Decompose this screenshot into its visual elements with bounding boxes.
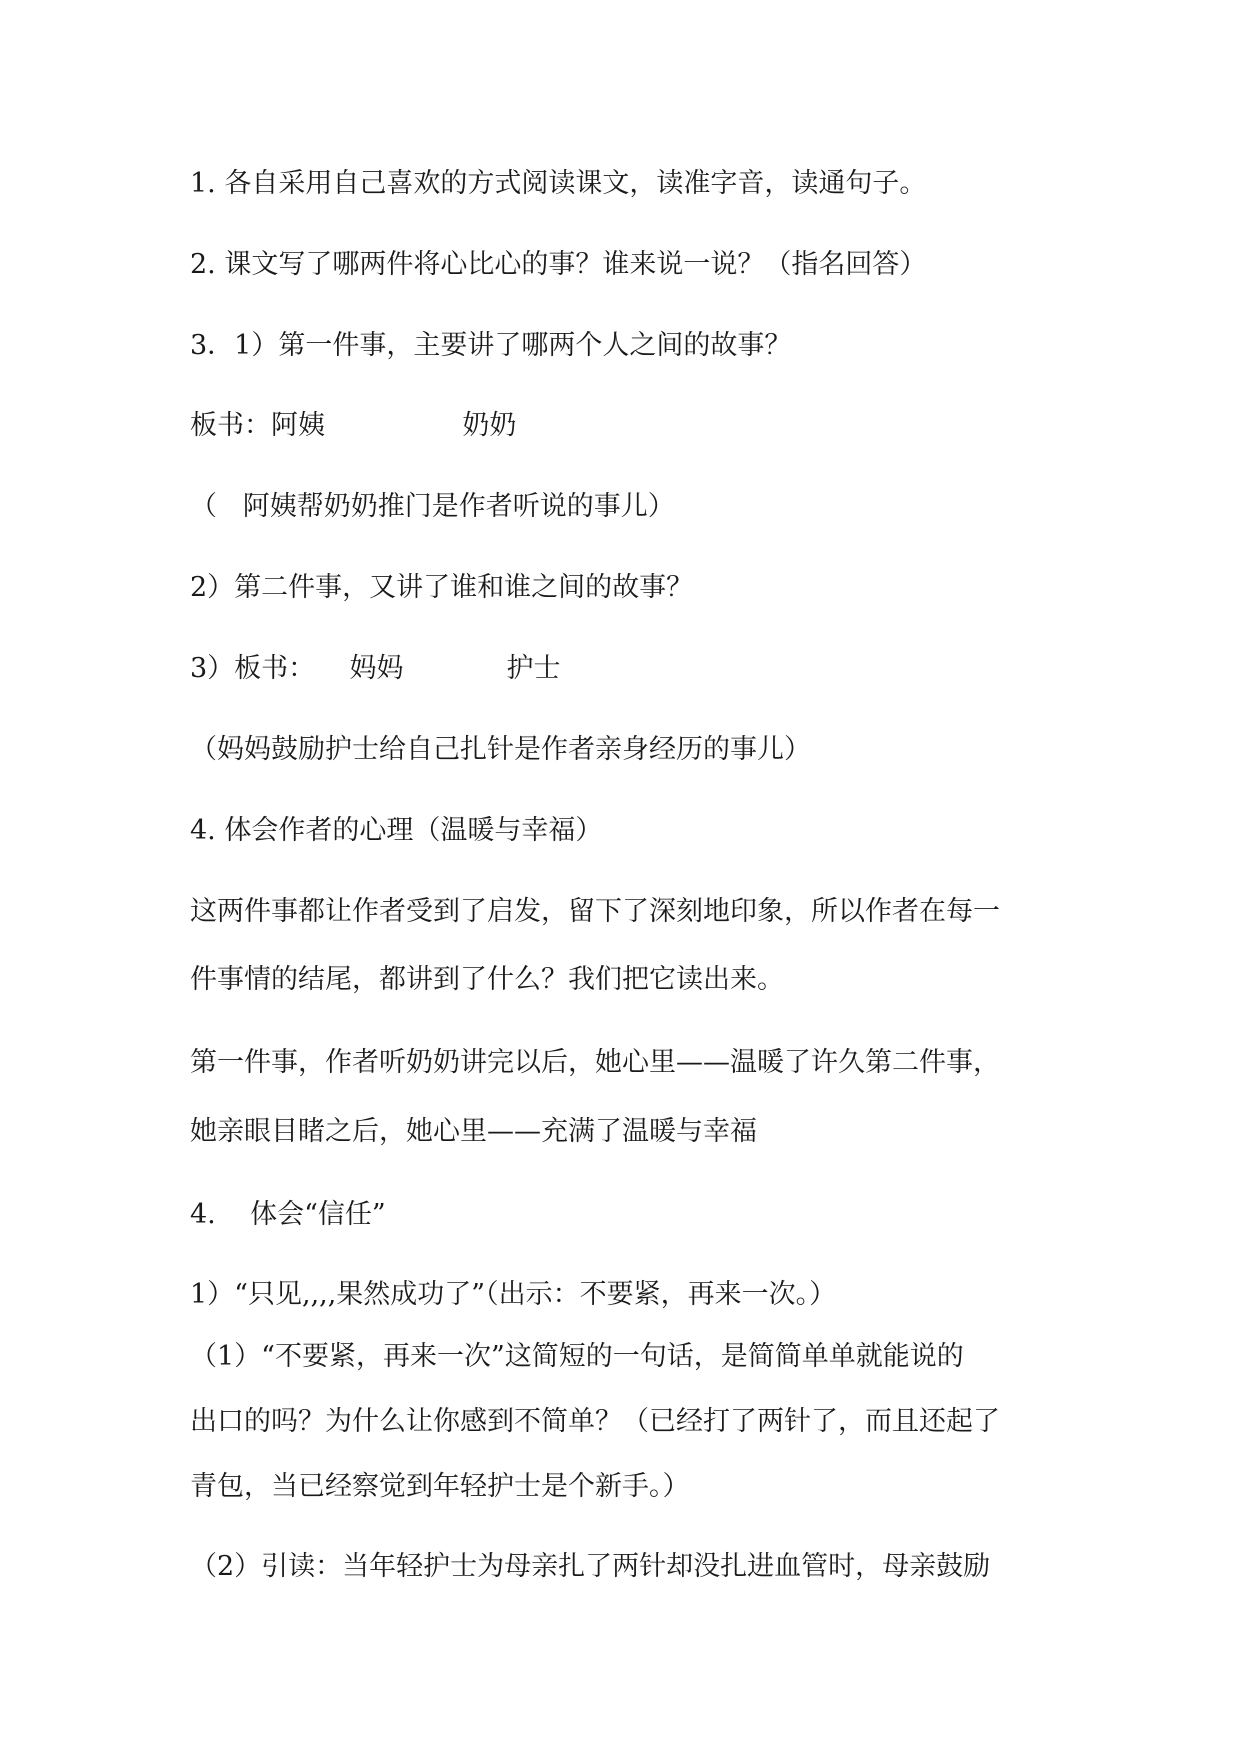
text-line-19: （2）引读：当年轻护士为母亲扎了两针却没扎进血管时，母亲鼓励 xyxy=(190,1551,991,1582)
text-line-3: 3．1）第一件事，主要讲了哪两个人之间的故事？ xyxy=(190,330,792,361)
text-line-5: （ 阿姨帮奶奶推门是作者听说的事儿） xyxy=(190,491,675,522)
text-line-6: 2）第二件事，又讲了谁和谁之间的故事？ xyxy=(190,572,694,603)
text-line-11: 件事情的结尾，都讲到了什么？我们把它读出来。 xyxy=(190,964,784,995)
text-line-8: （妈妈鼓励护士给自己扎针是作者亲身经历的事儿） xyxy=(190,734,811,765)
text-line-1: 1. 各自采用自己喜欢的方式阅读课文，读准字音，读通句子。 xyxy=(190,168,927,199)
text-line-17: 出口的吗？为什么让你感到不简单？（已经打了两针了，而且还起了 xyxy=(190,1406,1000,1437)
text-line-4: 板书：阿姨 奶奶 xyxy=(190,410,517,441)
text-line-16: （1）“不要紧，再来一次”这简短的一句话，是简简单单就能说的 xyxy=(190,1341,964,1372)
text-line-14: 4. 体会“信任” xyxy=(190,1199,386,1230)
text-line-9: 4. 体会作者的心理（温暖与幸福） xyxy=(190,815,603,846)
text-line-13: 她亲眼目睹之后，她心里——充满了温暖与幸福 xyxy=(190,1116,757,1147)
text-line-10: 这两件事都让作者受到了启发，留下了深刻地印象，所以作者在每一 xyxy=(190,896,1000,927)
text-line-12: 第一件事，作者听奶奶讲完以后，她心里——温暖了许久第二件事， xyxy=(190,1047,1000,1078)
text-line-2: 2. 课文写了哪两件将心比心的事？谁来说一说？（指名回答） xyxy=(190,249,927,280)
text-line-18: 青包，当已经察觉到年轻护士是个新手。） xyxy=(190,1471,690,1502)
text-line-7: 3）板书： 妈妈 护士 xyxy=(190,653,561,684)
text-line-15: 1）“只见,,,,果然成功了”（出示：不要紧，再来一次。） xyxy=(190,1279,837,1310)
